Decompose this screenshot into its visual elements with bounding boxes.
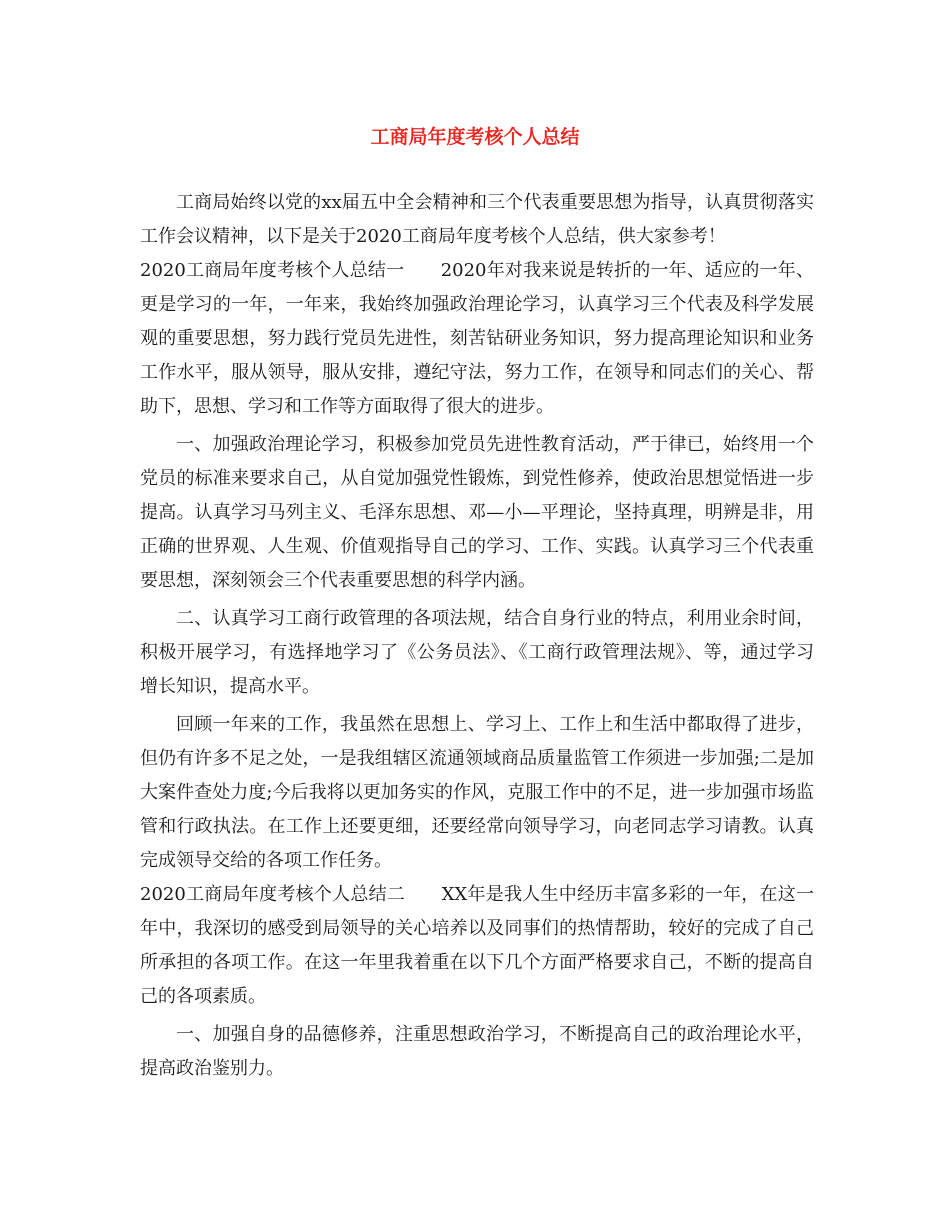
paragraph-intro: 工商局始终以党的xx届五中全会精神和三个代表重要思想为指导，认真贯彻落实工作会议精神，以下是关于2020工商局年度考核个人总结，供大家参考！ <box>140 192 814 247</box>
paragraph-moral-cultivation: 一、加强自身的品德修养，注重思想政治学习，不断提高自己的政治理论水平，提高政治鉴别力。 <box>140 1024 814 1079</box>
document-title: 工商局年度考核个人总结 <box>370 126 580 148</box>
paragraph-summary-one: 2020工商局年度考核个人总结一 2020年对我来说是转折的一年、适应的一年、更是学习的一年，一年来，我始终加强政治理论学习，认真学习三个代表及科学发展观的重要思想，努力践行党员先进性，刻苦钻研业务知识，努力提高理论知识和业务工作水平，服从领导，服从安排，遵纪守法，努力工作，在领导和同志们的关心、帮助下，思想、学习和工作等方面取得了很大的进步。 <box>140 260 814 417</box>
document-body <box>140 186 814 1086</box>
paragraph-political-study: 一、加强政治理论学习，积极参加党员先进性教育活动，严于律已，始终用一个党员的标准来要求自己，从自觉加强党性锻炼，到党性修养，使政治思想觉悟进一步提高。认真学习马列主义、毛泽东思想、邓—小—平理论，坚持真理，明辨是非，用正确的世界观、人生观、价值观指导自己的学习、工作、实践。认真学习三个代表重要思想，深刻领会三个代表重要思想的科学内涵。 <box>140 434 814 591</box>
paragraph-regulations-study: 二、认真学习工商行政管理的各项法规，结合自身行业的特点，利用业余时间，积极开展学习，有选择地学习了《公务员法》、《工商行政管理法规》、等，通过学习增长知识，提高水平。 <box>140 608 814 697</box>
paragraph-summary-two: 2020工商局年度考核个人总结二 XX年是我人生中经历丰富多彩的一年，在这一年中，我深切的感受到局领导的关心培养以及同事们的热情帮助，较好的完成了自己所承担的各项工作。在这一年里我着重在以下几个方面严格要求自己，不断的提高自己的各项素质。 <box>140 884 814 1007</box>
paragraph-review: 回顾一年来的工作，我虽然在思想上、学习上、工作上和生活中都取得了进步，但仍有许多不足之处，一是我组辖区流通领域商品质量监管工作须进一步加强;二是加大案件查处力度;今后我将以更加务实的作风，克服工作中的不足，进一步加强市场监管和行政执法。在工作上还要更细，还要经常向领导学习，向老同志学习请教。认真完成领导交给的各项工作任务。 <box>140 714 814 871</box>
